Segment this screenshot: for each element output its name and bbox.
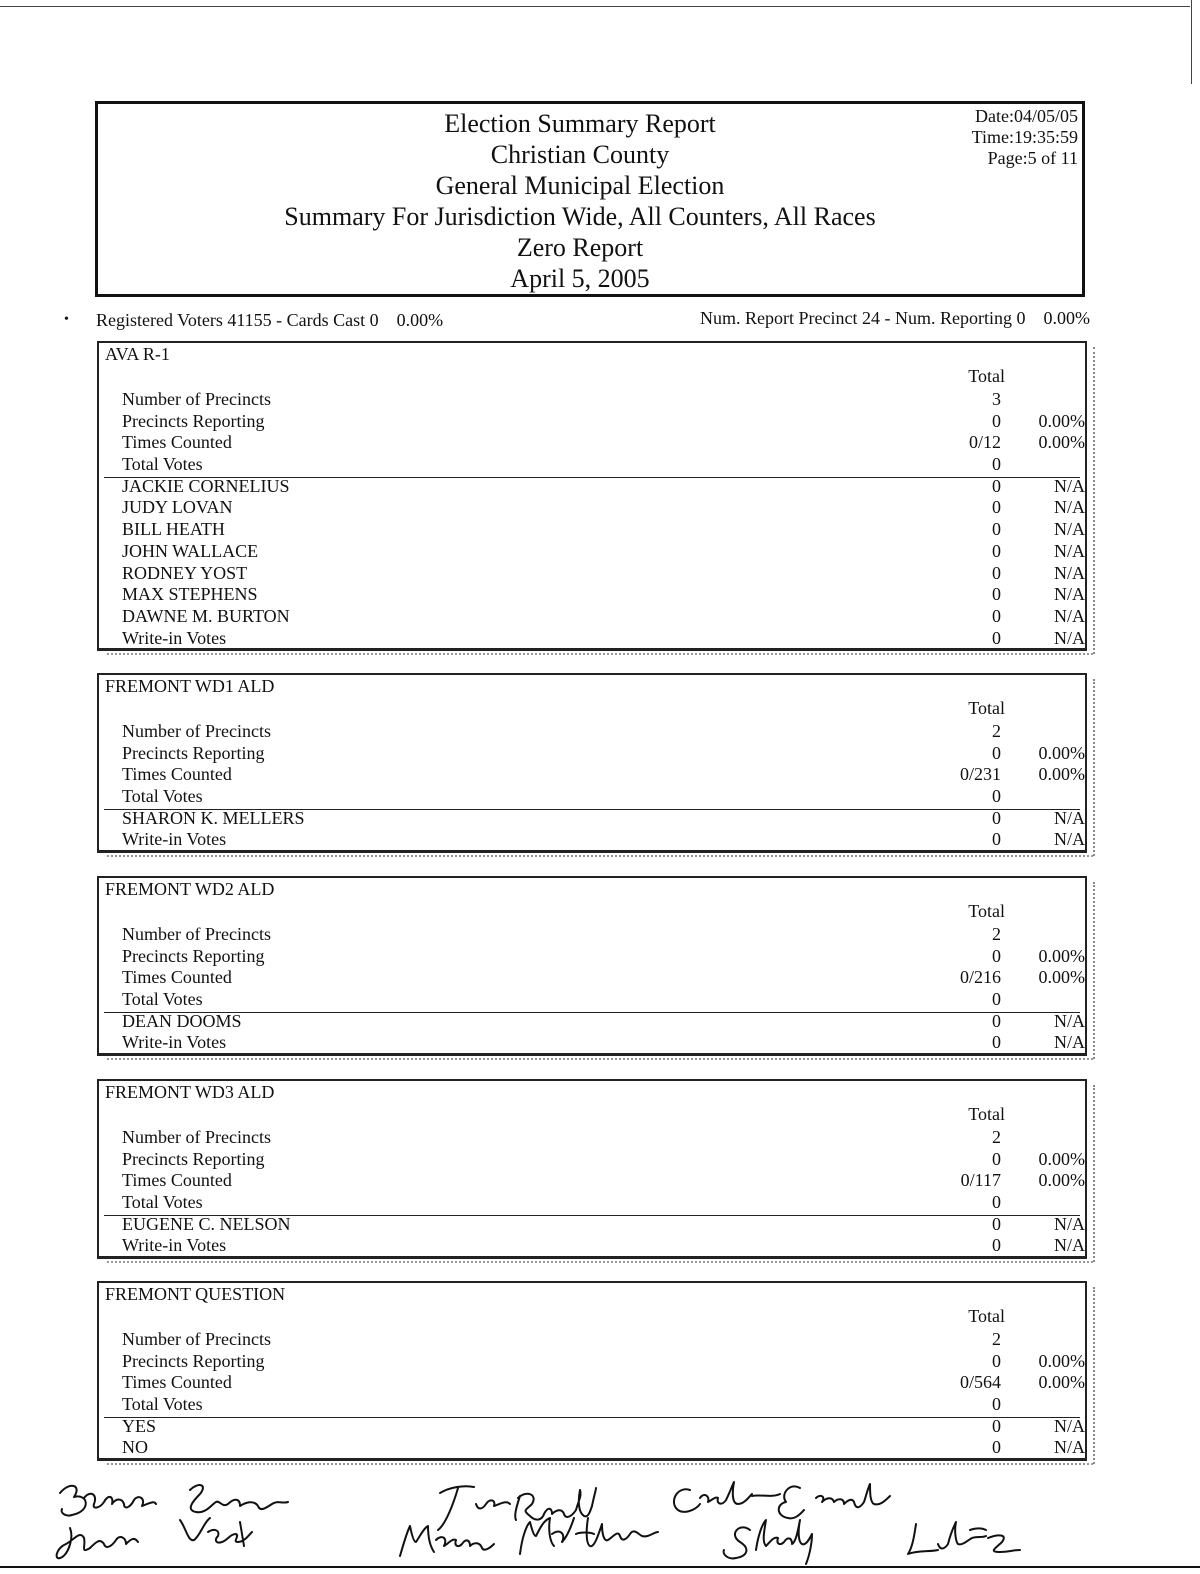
stat-row-value: 0/564 — [959, 1372, 1001, 1393]
stat-row — [99, 454, 1085, 476]
candidate-row-pct: N/A — [1054, 540, 1085, 561]
candidate-row — [99, 563, 1085, 585]
page-right-rule — [1191, 0, 1192, 84]
total-column-header: Total — [968, 698, 1005, 718]
candidate-row-label: Write-in Votes — [122, 1235, 227, 1256]
candidate-row-pct: N/A — [1054, 1437, 1085, 1458]
stat-row-label: Total Votes — [122, 1192, 203, 1213]
candidate-row-pct: N/A — [1054, 562, 1085, 583]
stat-row-value: 3 — [992, 389, 1001, 409]
candidate-row-label: RODNEY YOST — [122, 562, 248, 583]
candidate-row-pct: N/A — [1054, 584, 1085, 605]
candidate-row-label: NO — [122, 1437, 148, 1458]
candidate-row-pct: N/A — [1054, 605, 1085, 626]
stat-row — [99, 924, 1085, 946]
election-name: General Municipal Election — [435, 171, 725, 200]
county-name: Christian County — [490, 140, 670, 169]
candidate-row — [99, 584, 1085, 606]
stat-row — [99, 1127, 1085, 1149]
stat-row-label: Total Votes — [122, 989, 203, 1010]
stat-row — [99, 411, 1085, 433]
election-date: April 5, 2005 — [510, 264, 650, 293]
stat-row-value: 0 — [992, 1350, 1001, 1371]
signatures — [40, 1468, 1100, 1568]
stat-row-label: Total Votes — [122, 454, 203, 475]
stat-row-label: Total Votes — [122, 786, 203, 807]
stat-row-label: Number of Precincts — [122, 721, 271, 741]
stat-row-label: Precincts Reporting — [122, 1148, 265, 1169]
race-rows — [99, 721, 1085, 851]
stat-row-value: 0/216 — [959, 967, 1001, 988]
candidate-row-label: Write-in Votes — [122, 627, 227, 648]
page-top-rule — [0, 6, 1190, 7]
candidate-row-label: SHARON K. MELLERS — [122, 807, 305, 828]
candidate-row — [99, 1032, 1085, 1054]
stat-row-pct: 0.00% — [1038, 1148, 1085, 1169]
stat-row — [99, 1351, 1085, 1373]
race-rows — [99, 1329, 1085, 1459]
race-box — [97, 1079, 1087, 1259]
stat-row — [99, 946, 1085, 968]
total-column-header: Total — [968, 1306, 1005, 1326]
candidate-row-pct: N/A — [1054, 829, 1085, 850]
stat-row — [99, 967, 1085, 989]
stat-row — [99, 1372, 1085, 1394]
candidate-row-pct: N/A — [1054, 1235, 1085, 1256]
reporting-summary: Num. Report Precinct 24 - Num. Reporting 0 0.00% — [700, 308, 1090, 328]
stat-row-pct: 0.00% — [1038, 764, 1085, 785]
stat-row-value: 0/12 — [968, 432, 1001, 453]
stat-row-pct: 0.00% — [1038, 410, 1085, 431]
candidate-row — [99, 628, 1085, 650]
candidate-row-value: 0 — [992, 605, 1001, 626]
report-title: Election Summary Report — [444, 109, 716, 138]
header-meta — [972, 106, 1078, 169]
stat-row-value: 0 — [992, 1394, 1001, 1415]
candidate-row-value: 0 — [992, 1235, 1001, 1256]
total-column-header: Total — [968, 1104, 1005, 1124]
stat-row-pct: 0.00% — [1038, 1350, 1085, 1371]
stat-row-value: 2 — [992, 1127, 1001, 1147]
report-header — [95, 101, 1085, 297]
stat-row-pct: 0.00% — [1038, 742, 1085, 763]
candidate-row-value: 0 — [992, 519, 1001, 540]
stat-row-pct: 0.00% — [1038, 945, 1085, 966]
stat-row — [99, 1170, 1085, 1192]
stat-row-pct: 0.00% — [1038, 432, 1085, 453]
handwritten-signatures — [40, 1468, 1100, 1568]
candidate-row-pct: N/A — [1054, 1032, 1085, 1053]
candidate-row-value: 0 — [992, 475, 1001, 496]
stat-row-value: 0/231 — [959, 764, 1001, 785]
race-box — [97, 1281, 1087, 1461]
candidate-row-value: 0 — [992, 1213, 1001, 1234]
stat-row-pct: 0.00% — [1038, 1170, 1085, 1191]
candidate-row-value: 0 — [992, 562, 1001, 583]
candidate-row — [99, 519, 1085, 541]
candidate-row — [99, 497, 1085, 519]
candidate-row — [99, 606, 1085, 628]
page-bottom-rule — [0, 1566, 1200, 1568]
stat-row-label: Number of Precincts — [122, 924, 271, 944]
total-column-header: Total — [968, 901, 1005, 921]
stat-row-label: Times Counted — [122, 1372, 232, 1393]
race-box — [97, 673, 1087, 853]
stat-row-value: 0 — [992, 742, 1001, 763]
candidate-row — [99, 1416, 1085, 1438]
page-number: Page:5 of 11 — [987, 148, 1078, 168]
stat-row-label: Precincts Reporting — [122, 410, 265, 431]
candidate-row-value: 0 — [992, 829, 1001, 850]
stat-row-value: 0 — [992, 1148, 1001, 1169]
candidate-row — [99, 829, 1085, 851]
stat-row — [99, 1149, 1085, 1171]
candidate-row-value: 0 — [992, 540, 1001, 561]
candidate-row-label: Write-in Votes — [122, 1032, 227, 1053]
candidate-row-label: DEAN DOOMS — [122, 1010, 242, 1031]
candidate-row-pct: N/A — [1054, 1010, 1085, 1031]
race-box — [97, 876, 1087, 1056]
stat-row-value: 2 — [992, 1329, 1001, 1349]
candidate-row-pct: N/A — [1054, 519, 1085, 540]
report-type: Zero Report — [516, 233, 644, 262]
total-column-header: Total — [968, 366, 1005, 386]
stat-row-value: 2 — [992, 924, 1001, 944]
candidate-row-value: 0 — [992, 1010, 1001, 1031]
stat-row — [99, 989, 1085, 1011]
stat-row — [99, 743, 1085, 765]
race-title: FREMONT WD1 ALD — [105, 676, 275, 696]
stat-row-label: Number of Precincts — [122, 1329, 271, 1349]
candidate-row — [99, 476, 1085, 498]
race-box — [97, 341, 1087, 651]
candidate-row-label: Write-in Votes — [122, 829, 227, 850]
stat-row-value: 0 — [992, 786, 1001, 807]
stat-row-value: 0/117 — [960, 1170, 1001, 1191]
candidate-row-label: YES — [122, 1415, 157, 1436]
stat-row-value: 0 — [992, 945, 1001, 966]
stat-row — [99, 1394, 1085, 1416]
stray-mark: • — [64, 312, 69, 327]
race-title: FREMONT WD2 ALD — [105, 879, 275, 899]
stat-row — [99, 786, 1085, 808]
candidate-row — [99, 1437, 1085, 1459]
race-rows — [99, 1127, 1085, 1257]
registered-voters-summary: Registered Voters 41155 - Cards Cast 0 0.00% — [96, 310, 444, 330]
candidate-row-pct: N/A — [1054, 475, 1085, 496]
candidate-row-pct: N/A — [1054, 807, 1085, 828]
candidate-row-value: 0 — [992, 1437, 1001, 1458]
race-rows — [99, 924, 1085, 1054]
candidate-row-value: 0 — [992, 497, 1001, 518]
race-title: FREMONT WD3 ALD — [105, 1082, 275, 1102]
stat-row-pct: 0.00% — [1038, 1372, 1085, 1393]
candidate-row — [99, 1235, 1085, 1257]
stat-row-value: 0 — [992, 410, 1001, 431]
candidate-row-label: DAWNE M. BURTON — [122, 605, 290, 626]
report-date: Date:04/05/05 — [975, 106, 1078, 126]
candidate-row-label: JACKIE CORNELIUS — [122, 475, 290, 496]
stat-row-label: Number of Precincts — [122, 389, 271, 409]
stat-row-label: Number of Precincts — [122, 1127, 271, 1147]
stat-row — [99, 389, 1085, 411]
report-time: Time:19:35:59 — [971, 127, 1078, 147]
candidate-row — [99, 541, 1085, 563]
candidate-row-label: JOHN WALLACE — [122, 540, 259, 561]
stat-row — [99, 432, 1085, 454]
summary-scope: Summary For Jurisdiction Wide, All Counters, All Races — [284, 202, 876, 231]
header-title-block — [98, 108, 1082, 294]
candidate-row-value: 0 — [992, 1415, 1001, 1436]
stat-row-label: Times Counted — [122, 967, 232, 988]
stat-row-label: Precincts Reporting — [122, 742, 265, 763]
candidate-row-label: JUDY LOVAN — [122, 497, 233, 518]
stat-row-value: 2 — [992, 721, 1001, 741]
stat-row-value: 0 — [992, 1192, 1001, 1213]
stat-row-label: Precincts Reporting — [122, 945, 265, 966]
candidate-row-pct: N/A — [1054, 1213, 1085, 1234]
race-title: AVA R-1 — [105, 344, 170, 364]
candidate-row-pct: N/A — [1054, 497, 1085, 518]
candidate-row-label: BILL HEATH — [122, 519, 225, 540]
stat-row-pct: 0.00% — [1038, 967, 1085, 988]
stat-row — [99, 1192, 1085, 1214]
candidate-row-pct: N/A — [1054, 1415, 1085, 1436]
stat-row-label: Times Counted — [122, 432, 232, 453]
stat-row-value: 0 — [992, 454, 1001, 475]
stat-row — [99, 1329, 1085, 1351]
stat-row-label: Total Votes — [122, 1394, 203, 1415]
candidate-row-pct: N/A — [1054, 627, 1085, 648]
stat-row — [99, 764, 1085, 786]
stat-row-label: Precincts Reporting — [122, 1350, 265, 1371]
candidate-row-label: MAX STEPHENS — [122, 584, 258, 605]
candidate-row-value: 0 — [992, 584, 1001, 605]
candidate-row-value: 0 — [992, 807, 1001, 828]
candidate-row — [99, 1214, 1085, 1236]
candidate-row-label: EUGENE C. NELSON — [122, 1213, 291, 1234]
candidate-row — [99, 1011, 1085, 1033]
stat-row-value: 0 — [992, 989, 1001, 1010]
stat-row-label: Times Counted — [122, 764, 232, 785]
candidate-row-value: 0 — [992, 1032, 1001, 1053]
race-title: FREMONT QUESTION — [105, 1284, 286, 1304]
candidate-row — [99, 808, 1085, 830]
candidate-row-value: 0 — [992, 627, 1001, 648]
race-rows — [99, 389, 1085, 649]
stat-row-label: Times Counted — [122, 1170, 232, 1191]
stat-row — [99, 721, 1085, 743]
